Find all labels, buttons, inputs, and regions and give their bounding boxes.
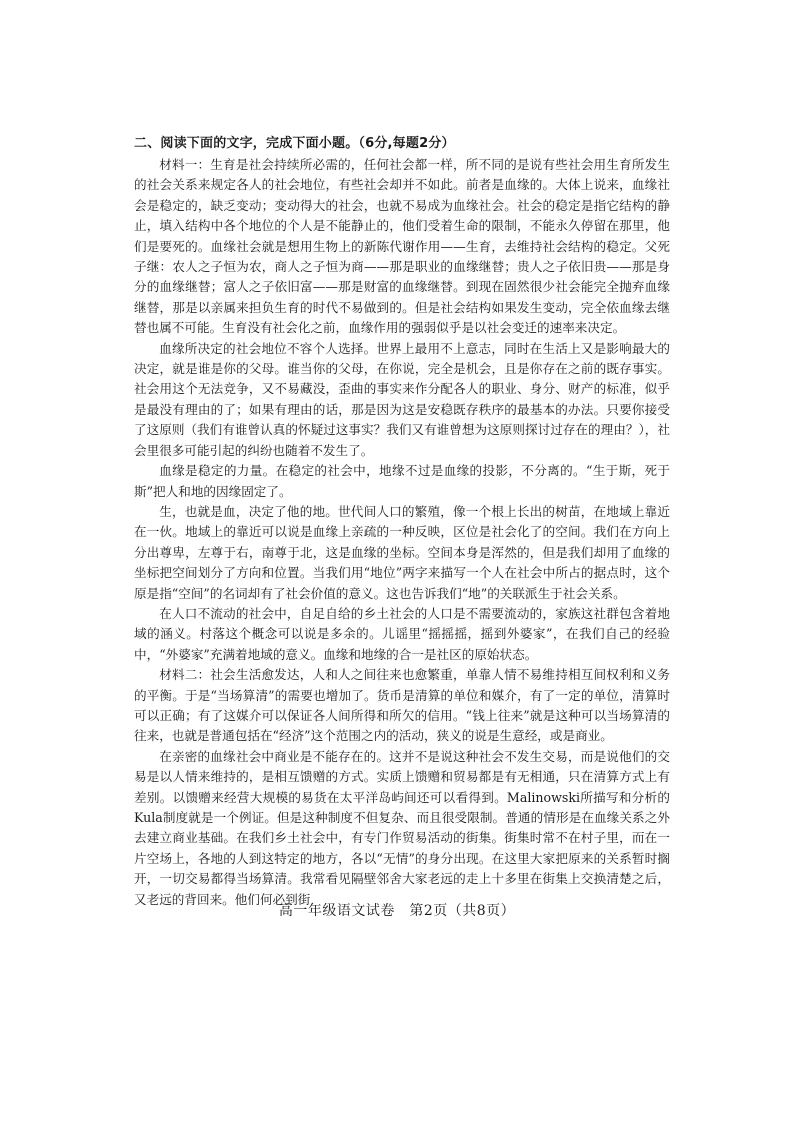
paragraph-material-one: 材料一：生育是社会持续所必需的，任何社会都一样，所不同的是说有些社会用生育所发生的社会关系来规定各人的社会地位，有些社会却并不如此。前者是血缘的。大体上说来，血缘社会是稳定的，缺乏变动；变动得大的社会，也就不易成为血缘社会。社会的稳定是指它结构的静止，填入结构中各个地位的个人是不能静止的，他们受着生命的限制，不能永久停留在那里，他们是要死的。血缘社会就是想用生物上的新陈代谢作用——生育，去维持社会结构的稳定。父死子继：农人之子恒为农，商人之子恒为商——那是职业的血缘继替；贵人之子依旧贵——那是身分的血缘继替；富人之子依旧富——那是财富的血缘继替。到现在固然很少社会能完全抛弃血缘继替，那是以亲属来担负生育的时代不易做到的。但是社会结构如果发生变动，完全依血缘去继替也属不可能。生育没有社会化之前，血缘作用的强弱似乎是以社会变迁的速率来决定。 [134,157,670,336]
exam-page-content [134,134,670,910]
paragraph-blood-stability: 血缘是稳定的力量。在稳定的社会中，地缘不过是血缘的投影，不分离的。“生于斯，死于斯”把人和地的因缘固定了。 [134,463,670,499]
paragraph-birth-land: 生，也就是血，决定了他的地。世代间人口的繁殖，像一个根上长出的树苗，在地域上靠近在一伙。地域上的靠近可以说是血缘上亲疏的一种反映，区位是社会化了的空间。我们在方向上分出尊卑，左尊于右，南尊于北，这是血缘的坐标。空间本身是浑然的，但是我们却用了血缘的坐标把空间划分了方向和位置。当我们用“地位”两字来描写一个人在社会中所占的据点时，这个原是指“空间”的名词却有了社会价值的意义。这也告诉我们“地”的关联派生于社会关系。 [134,503,670,601]
paragraph-immobile-population: 在人口不流动的社会中，自足自给的乡土社会的人口是不需要流动的，家族这社群包含着地域的涵义。村落这个概念可以说是多余的。儿谣里“摇摇摇，摇到外婆家”，在我们自己的经验中，“外婆家”充满着地域的意义。血缘和地缘的合一是社区的原始状态。 [134,605,670,662]
page-footer: 高一年级语文试卷 第2页（共8页） [278,903,516,919]
paragraph-commerce: 在亲密的血缘社会中商业是不能存在的。这并不是说这种社会不发生交易，而是说他们的交易是以人情来维持的，是相互馈赠的方式。实质上馈赠和贸易都是有无相通，只在清算方式上有差别。以馈赠来经营大规模的易货在太平洋岛屿间还可以看得到。Malinowski所描写和分析的Kula制度就是一个例证。但是这种制度不但复杂、而且很受限制。普通的情形是在血缘关系之外去建立商业基础。在我们乡土社会中，有专门作贸易活动的街集。街集时常不在村子里，而在一片空场上，各地的人到这特定的地方，各以“无情”的身分出现。在这里大家把原来的关系暂时搁开，一切交易都得当场算清。我常看见隔壁邻舍大家老远的走上十多里在街集上交换清楚之后，又老远的背回来。他们何必到街 [134,748,670,907]
paragraph-material-two: 材料二：社会生活愈发达，人和人之间往来也愈繁重，单靠人情不易维持相互间权利和义务的平衡。于是“当场算清”的需要也增加了。货币是清算的单位和媒介，有了一定的单位，清算时可以正确；有了这媒介可以保证各人间所得和所欠的信用。“钱上往来”就是这种可以当场算清的往来，也就是普通包括在“经济”这个范围之内的活动，狭义的说是生意经，或是商业。 [134,667,670,744]
paragraph-blood-status: 血缘所决定的社会地位不容个人选择。世界上最用不上意志，同时在生活上又是影响最大的决定，就是谁是你的父母。谁当你的父母，在你说，完全是机会，且是你存在之前的既存事实。社会用这个无法竞争，又不易藏没，歪曲的事实来作分配各人的职业、身分、财产的标准，似乎是最没有理由的了；如果有理由的话，那是因为这是安稳既存秩序的最基本的办法。只要你接受了这原则（我们有谁曾认真的怀疑过这事实？我们又有谁曾想为这原则探讨过存在的理由？），社会里很多可能引起的纠纷也随着不发生了。 [134,340,670,458]
section-title: 二、阅读下面的文字，完成下面小题。（6分,每题2分） [134,136,455,151]
